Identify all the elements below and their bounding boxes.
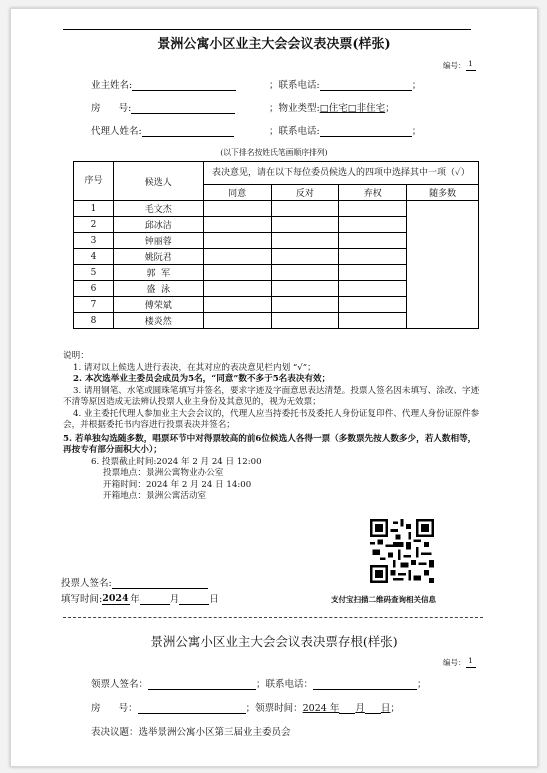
property-type-row: ；物业类型:□住宅□非住宅； <box>269 103 395 114</box>
notes-block <box>63 351 481 503</box>
stub-number-label: 编号： <box>443 658 466 667</box>
abstain-cell[interactable] <box>339 249 407 265</box>
receive-month: 月 <box>355 703 365 714</box>
top-rule <box>63 29 471 30</box>
agree-cell[interactable] <box>203 265 271 281</box>
phone-field[interactable] <box>320 79 412 91</box>
owner-name-field[interactable] <box>132 79 236 91</box>
abstain-cell[interactable] <box>339 201 407 217</box>
proxy-name-row <box>91 123 234 137</box>
receiver-sign-label: 领票人签名： <box>91 679 149 690</box>
room-field[interactable] <box>131 102 235 114</box>
agree-cell[interactable] <box>203 313 271 329</box>
oppose-cell[interactable] <box>271 265 339 281</box>
note-3: 3. 请用钢笔、水笔或圆珠笔填写并签名，要求字迹及字面意思表达清楚。投票人签名因未填写、涂改、字迹不清等原因造成无法辨认投票人业主身份及其意见的，视为无效票； <box>63 385 480 407</box>
stub-number-value: 1 <box>466 656 476 668</box>
fill-time-row <box>61 591 219 605</box>
col-candidate: 候选人 <box>113 162 203 201</box>
col-agree: 同意 <box>203 185 271 201</box>
receive-day: 日 <box>380 703 391 714</box>
note-5: 5. 若单独勾选随多数，唱票环节中对得票较高的前6位候选人各得一票（多数票先按人数多少，若人数相等，再按专有部分面积大小）； <box>63 433 477 455</box>
cut-line <box>63 617 483 618</box>
oppose-cell[interactable] <box>271 201 339 217</box>
abstain-cell[interactable] <box>339 281 407 297</box>
agree-cell[interactable] <box>203 281 271 297</box>
stub-room-field[interactable] <box>138 702 246 714</box>
agree-cell[interactable] <box>203 249 271 265</box>
sort-note: (以下排名按姓氏笔画顺序排列) <box>220 148 328 157</box>
open-place: 开箱地点：景洲公寓活动室 <box>103 491 207 501</box>
qr-caption: 支付宝扫描二维码查询相关信息 <box>331 595 436 604</box>
receive-month-field[interactable] <box>339 702 355 714</box>
stub-title: 景洲公寓小区业主大会会议表决票存根(样张) <box>150 634 398 649</box>
oppose-cell[interactable] <box>271 297 339 313</box>
voter-sign-field[interactable] <box>112 577 208 589</box>
abstain-cell[interactable] <box>339 265 407 281</box>
ballot-page <box>10 8 538 767</box>
oppose-cell[interactable] <box>271 281 339 297</box>
oppose-cell[interactable] <box>271 249 339 265</box>
row-candidate: 毛文杰 <box>113 201 203 217</box>
fill-year[interactable]: 2024 <box>102 593 129 604</box>
row-seq: 8 <box>74 313 114 329</box>
row-candidate: 郭 军 <box>113 265 203 281</box>
ballot-title: 景洲公寓小区业主大会会议表决票(样张) <box>157 37 391 52</box>
open-time: 开箱时间：2024 年 2 月 24 日 14:00 <box>103 479 252 490</box>
proxy-phone-row: ；联系电话: ； <box>269 126 422 137</box>
receiver-sign-field[interactable] <box>148 678 256 690</box>
proxy-phone-field[interactable] <box>320 125 412 137</box>
room-label: 房 号: <box>91 103 132 114</box>
property-type-options[interactable]: □住宅□非住宅 <box>319 103 386 114</box>
oppose-cell[interactable] <box>271 313 339 329</box>
row-candidate: 姚阮君 <box>113 249 203 265</box>
stub-room-label: 房 号： <box>91 703 138 714</box>
row-seq: 7 <box>74 297 114 313</box>
row-seq: 4 <box>74 249 114 265</box>
receive-time-label: ；领票时间： <box>245 703 303 714</box>
row-candidate: 邱冰洁 <box>113 217 203 233</box>
row-candidate: 傅荣斌 <box>113 297 203 313</box>
stub-number <box>443 656 476 668</box>
abstain-cell[interactable] <box>339 217 407 233</box>
note-6: 6. 投票截止时间:2024 年 2 月 24 日 12:00 <box>91 456 262 467</box>
stub-room-row: 房 号： ；领票时间：2024 年 月 日； <box>91 703 400 714</box>
owner-name-row <box>91 77 236 91</box>
receive-year[interactable]: 2024 年 <box>302 703 340 714</box>
col-follow: 随多数 <box>407 185 479 201</box>
stub-phone-label: ；联系电话： <box>256 679 314 690</box>
col-oppose: 反对 <box>271 185 339 201</box>
phone-row: ；联系电话: ； <box>269 80 422 91</box>
fill-day-field[interactable] <box>179 593 209 605</box>
abstain-cell[interactable] <box>339 233 407 249</box>
stub-topic: 表决议题：选举景洲公寓小区第三届业主委员会 <box>91 727 291 738</box>
receive-day-field[interactable] <box>365 702 381 714</box>
qr-code-icon <box>370 519 434 583</box>
property-type-label: 物业类型: <box>278 103 320 114</box>
ballot-number-label: 编号： <box>443 61 466 70</box>
voter-sign-label: 投票人签名: <box>61 578 112 589</box>
row-seq: 6 <box>74 281 114 297</box>
year-unit: 年 <box>130 594 140 605</box>
agree-cell[interactable] <box>203 233 271 249</box>
notes-heading: 说明： <box>63 351 89 361</box>
vote-place: 投票地点：景洲公寓物业办公室 <box>103 468 224 478</box>
voter-sign-row <box>61 575 208 589</box>
row-candidate: 钟丽蓉 <box>113 233 203 249</box>
agree-cell[interactable] <box>203 217 271 233</box>
note-2: 2. 本次选举业主委员会成员为5名，“同意”数不多于5名表决有效； <box>73 374 331 384</box>
follow-majority-cell[interactable] <box>407 201 479 329</box>
proxy-name-label: 代理人姓名: <box>91 126 142 137</box>
fill-month-field[interactable] <box>140 593 170 605</box>
row-seq: 1 <box>74 201 114 217</box>
row-seq: 5 <box>74 265 114 281</box>
abstain-cell[interactable] <box>339 297 407 313</box>
opinion-header: 表决意见，请在以下每位委员候选人的四项中选择其中一项（✓） <box>203 162 478 185</box>
day-unit: 日 <box>209 594 219 605</box>
agree-cell[interactable] <box>203 297 271 313</box>
note-1: 1. 请对以上候选人进行表决，在其对应的表决意见栏内划 “√”； <box>73 362 316 373</box>
ballot-number <box>443 59 476 71</box>
table-row <box>74 201 479 217</box>
oppose-cell[interactable] <box>271 233 339 249</box>
abstain-cell[interactable] <box>339 313 407 329</box>
proxy-phone-label: 联系电话: <box>278 126 320 137</box>
fill-time-label: 填写时间: <box>61 594 103 605</box>
receiver-row: 领票人签名： ；联系电话： ； <box>91 679 427 690</box>
vote-table <box>73 161 479 329</box>
note-4: 4. 业主委托代理人参加业主大会会议的，代理人应当持委托书及委托人身份证复印件、代理人身份证原件参会，并根据委托书内容进行投票表决并签名； <box>63 408 480 430</box>
row-seq: 3 <box>74 233 114 249</box>
col-seq: 序号 <box>74 162 114 201</box>
agree-cell[interactable] <box>203 201 271 217</box>
month-unit: 月 <box>169 594 180 605</box>
owner-name-label: 业主姓名: <box>91 80 133 91</box>
row-candidate: 楼炎然 <box>113 313 203 329</box>
row-candidate: 盛 泳 <box>113 281 203 297</box>
col-abstain: 弃权 <box>339 185 407 201</box>
row-seq: 2 <box>74 217 114 233</box>
phone-label: 联系电话: <box>278 80 320 91</box>
room-row <box>91 100 235 114</box>
ballot-number-value: 1 <box>466 59 476 71</box>
proxy-name-field[interactable] <box>142 125 234 137</box>
stub-phone-field[interactable] <box>313 678 417 690</box>
oppose-cell[interactable] <box>271 217 339 233</box>
